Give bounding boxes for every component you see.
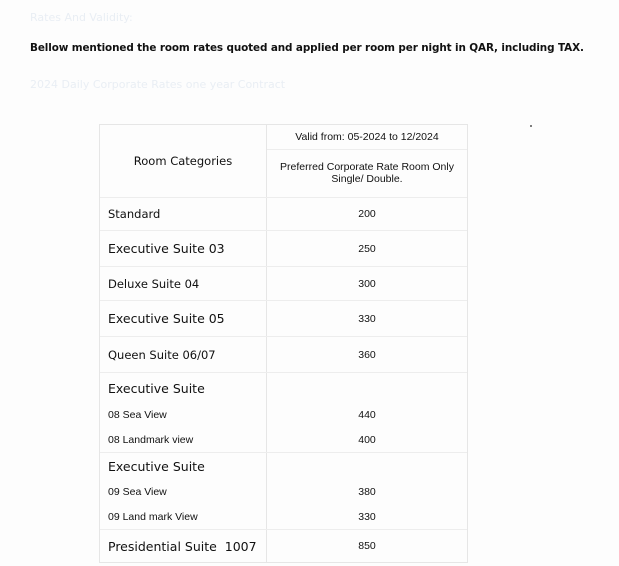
- table-row: [100, 372, 467, 403]
- room-rate: 850: [358, 540, 376, 552]
- rate-header: [267, 125, 467, 197]
- speck: [530, 125, 532, 127]
- rate-type-cell: [267, 150, 467, 197]
- room-category: 09 Land mark View: [100, 504, 267, 529]
- rate-type-line2: Single/ Double.: [331, 173, 403, 186]
- table-header-row: [100, 125, 467, 197]
- room-category: 09 Sea View: [100, 480, 267, 504]
- table-row: [100, 452, 467, 480]
- room-rate: [267, 373, 467, 403]
- room-category: Executive Suite 05: [100, 301, 267, 336]
- table-row: [100, 403, 467, 427]
- room-category: Deluxe Suite 04: [100, 267, 267, 300]
- room-categories-header: Room Categories: [100, 125, 267, 197]
- table-row: [100, 230, 467, 266]
- validity-cell: Valid from: 05-2024 to 12/2024: [267, 125, 467, 150]
- room-category: 08 Landmark view: [100, 427, 267, 452]
- room-category: Executive Suite: [100, 373, 267, 403]
- contract-subheading: 2024 Daily Corporate Rates one year Contract: [30, 78, 286, 91]
- table-row: [100, 427, 467, 452]
- room-rate: 330: [358, 510, 376, 523]
- rates-table: [99, 124, 468, 563]
- table-row: [100, 300, 467, 336]
- table-row: [100, 197, 467, 230]
- intro-text: Bellow mentioned the room rates quoted and applied per room per night in QAR, including TAX.: [30, 42, 584, 54]
- room-rate: 250: [358, 242, 376, 255]
- table-row: [100, 480, 467, 504]
- room-rate: 200: [358, 208, 376, 220]
- room-rate: 400: [358, 433, 376, 446]
- room-rate: 440: [358, 409, 376, 421]
- room-rate: 360: [358, 348, 376, 361]
- table-row: [100, 529, 467, 562]
- room-category: Presidential Suite 1007: [100, 530, 267, 562]
- room-rate: 300: [358, 277, 376, 290]
- room-category: 08 Sea View: [100, 403, 267, 427]
- rate-type-line1: Preferred Corporate Rate Room Only: [280, 161, 454, 174]
- room-category: Executive Suite: [100, 453, 267, 480]
- room-category: Standard: [100, 198, 267, 230]
- table-row: [100, 504, 467, 529]
- room-category: Queen Suite 06/07: [100, 337, 267, 372]
- section-heading: Rates And Validity:: [30, 11, 133, 24]
- room-rate: 330: [358, 312, 376, 325]
- table-row: [100, 336, 467, 372]
- room-category: Executive Suite 03: [100, 231, 267, 266]
- room-rate: 380: [358, 486, 376, 498]
- table-row: [100, 266, 467, 300]
- room-rate: [267, 453, 467, 480]
